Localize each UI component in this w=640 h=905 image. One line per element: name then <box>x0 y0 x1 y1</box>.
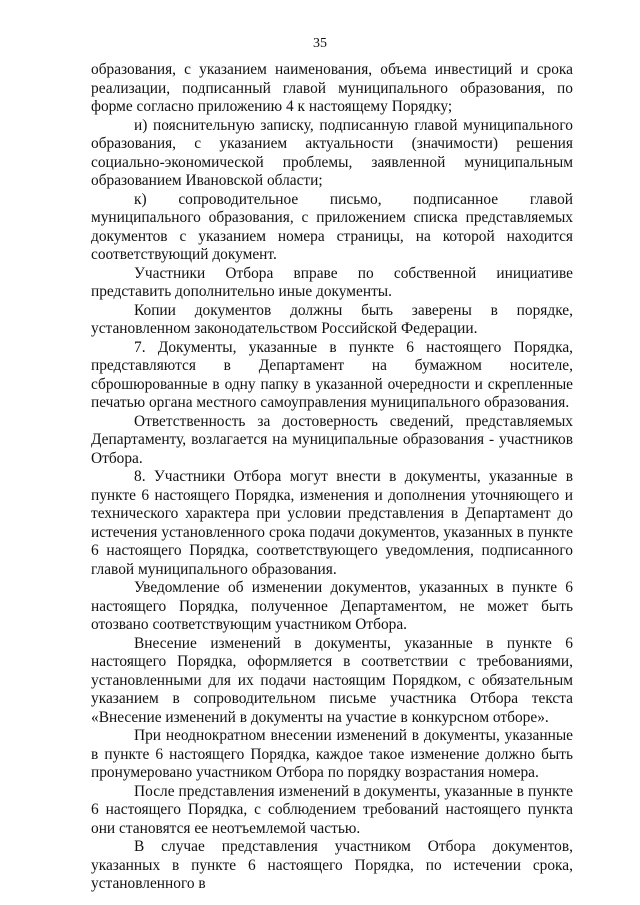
paragraph: и) пояснительную записку, подписанную главой муниципального образования, с указанием актуальности (значимости) решения социально-экономической проблемы, заявленной муниципальным образованием Ивановской области; <box>91 116 573 189</box>
paragraph: В случае представления участником Отбора документов, указанных в пункте 6 настоящего Порядка, по истечении срока, установленного в <box>91 838 573 892</box>
paragraph: к) сопроводительное письмо, подписанное главой муниципального образования, с приложением списка представляемых документов с указанием номера страницы, на которой находится соответствующий документ. <box>91 190 573 263</box>
paragraph: 8. Участники Отбора могут внести в документы, указанные в пункте 6 настоящего Порядка, изменения и дополнения уточняющего и технического характера при условии представления в Департамент до истечения установленного срока подачи документов, указанных в пункте 6 настоящего Порядка, соответствующего уведомления, подписанного главой муниципального образования. <box>91 468 573 578</box>
paragraph: Уведомление об изменении документов, указанных в пункте 6 настоящего Порядка, полученное Департаментом, не может быть отозвано соответствующим участником Отбора. <box>91 579 573 633</box>
paragraph: Копии документов должны быть заверены в порядке, установленном законодательством Российской Федерации. <box>91 301 573 337</box>
paragraph: Внесение изменений в документы, указанные в пункте 6 настоящего Порядка, оформляется в соответствии с требованиями, установленными для их подачи настоящим Порядком, с обязательным указанием в сопроводительном письме участника Отбора текста «Внесение изменений в документы на участие в конкурсном отборе». <box>91 634 573 726</box>
paragraph: После представления изменений в документы, указанные в пункте 6 настоящего Порядка, с соблюдением требований настоящего пункта они становятся ее неотъемлемой частью. <box>91 782 573 837</box>
body-text <box>91 61 573 894</box>
paragraph: При неоднократном внесении изменений в документы, указанные в пункте 6 настоящего Порядка, каждое такое изменение должно быть пронумеровано участником Отбора по порядку возрастания номера. <box>91 727 573 781</box>
paragraph: образования, с указанием наименования, объема инвестиций и срока реализации, подписанный главой муниципального образования, по форме согласно приложению 4 к настоящему Порядку; <box>91 61 573 115</box>
paragraph: 7. Документы, указанные в пункте 6 настоящего Порядка, представляются в Департамент на бумажном носителе, сброшюрованные в одну папку в указанной очередности и скрепленные печатью органа местного самоуправления муниципального образования. <box>91 338 573 411</box>
paragraph: Ответственность за достоверность сведений, представляемых Департаменту, возлагается на муниципальные образования - участников Отбора. <box>91 412 573 467</box>
paragraph: Участники Отбора вправе по собственной инициативе представить дополнительно иные документы. <box>91 264 573 300</box>
page-number: 35 <box>313 36 327 51</box>
